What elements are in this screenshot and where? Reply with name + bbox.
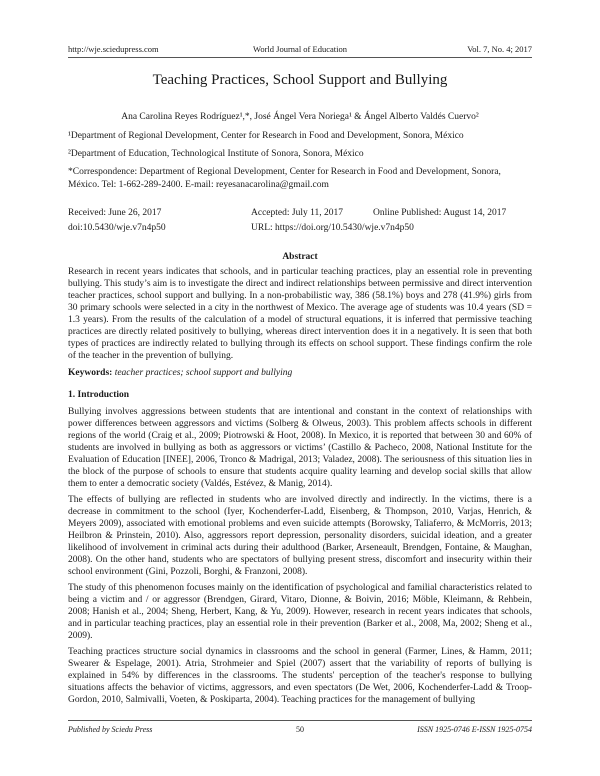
volume-info: Vol. 7, No. 4; 2017: [467, 44, 532, 54]
section-body: [68, 406, 532, 710]
section-heading: 1. Introduction: [68, 390, 130, 400]
received-date: Received: June 26, 2017: [68, 208, 162, 218]
published-date: Online Published: August 14, 2017: [373, 208, 507, 218]
authors: Ana Carolina Reyes Rodríguez¹,*, José Ángel Vera Noriega¹ & Ángel Alberto Valdés Cuervo²: [121, 112, 479, 122]
correspondence: *Correspondence: Department of Regional Development, Center for Research in Food and Development, Sonora, México. Tel: 1-662-289-2400. E-mail: reyesanacarolina@gmail.com: [68, 167, 501, 190]
running-header: [68, 44, 532, 58]
abstract-heading: Abstract: [282, 252, 318, 262]
paragraph: The effects of bullying are reflected in students who are involved directly and indirectly. In the victims, there is a decrease in commitment to the school (Iyer, Kochenderfer-Ladd, Eisenberg, & Thompson, 2010, Varjas, Henrich, & Meyers 2009), associated with emotional problems and even suicide attempts (Borowsky, Taliaferro, & McMorris, 2013; Heilbron & Prinstein, 2010). Also, aggressors report depression, personality disorders, suicidal ideation, and a greater likelihood of involvement in criminal acts during their adulthood (Barker, Arseneault, Brendgen, Fontaine, & Maughan, 2008). On the other hand, students who are spectators of bullying present stress, discomfort and insecurity within their school environment (Gini, Pozzoli, Borghi, & Franzoni, 2008).: [68, 495, 532, 577]
paragraph: The study of this phenomenon focuses mainly on the identification of psychological and familial characteristics related to being a victim and / or aggressor (Brendgen, Girard, Vitaro, Dionne, & Boivin, 2016; Möble, Kleimann, & Rehbein, 2008; Hanish et al., 2004; Sheng, Herbert, Kang, & Yu, 2009). However, research in recent years indicates that schools, and in particular teaching practices, play an essential role in their prevention (Barker et al., 2008, Ma, 2002; Sheng et al., 2009).: [68, 583, 532, 641]
keywords: [68, 368, 532, 378]
page-number: 50: [296, 725, 304, 734]
abstract-text: Research in recent years indicates that schools, and in particular teaching practices, play an essential role in preventing bullying. This study’s aim is to investigate the direct and indirect relationships between permissive and direct intervention teacher practices, school support and bullying. In a non-probabilistic way, 386 (58.1%) boys and 278 (41.9%) girls from 30 primary schools were selected in a city in the northwest of Mexico. The average age of students was 10.4 years (SD = 1.3 years). From the results of the calculation of a model of structural equations, it is inferred that permissive teaching practices are directly related positively to bullying, whereas direct intervention does it in a negatively. It is seen that both types of practices are indirectly related to bullying through its effects on school support. These findings confirm the role of the teacher in the prevention of bullying.: [68, 267, 532, 361]
running-footer: [68, 725, 532, 739]
accepted-date: Accepted: July 11, 2017: [251, 208, 343, 218]
doi-url[interactable]: URL: https://doi.org/10.5430/wje.v7n4p50: [251, 223, 414, 233]
journal-name: World Journal of Education: [253, 44, 347, 54]
doi[interactable]: doi:10.5430/wje.v7n4p50: [68, 223, 166, 233]
publisher: Published by Sciedu Press: [68, 725, 153, 734]
affiliation-2: ²Department of Education, Technological Institute of Sonora, Sonora, México: [68, 149, 364, 159]
footer-rule: [68, 720, 532, 721]
keywords-value: teacher practices; school support and bullying: [114, 368, 293, 378]
paragraph: Teaching practices structure social dynamics in classrooms and the school in general (Farmer, Lines, & Hamm, 2011; Swearer & Espelage, 2001). Atria, Strohmeier and Spiel (2007) assert that the variability of reports of bullying is explained in 54% by differences in the classrooms. The students' perception of the teacher's response to bullying situations affects the behavior of victims, aggressors, and even spectators (De Wet, 2006, Kochenderfer-Ladd & Troop-Gordon, 2010, Salmivalli, Voeten, & Poskiparta, 2004). Teaching practices for the management of bullying: [68, 647, 532, 705]
keywords-label: Keywords:: [68, 368, 113, 378]
header-rule: [68, 57, 532, 58]
issn: ISSN 1925-0746 E-ISSN 1925-0754: [417, 725, 532, 734]
journal-url[interactable]: http://wje.sciedupress.com: [68, 44, 159, 54]
paragraph: Bullying involves aggressions between students that are intentional and constant in the context of relationships with power differences between aggressors and victims (Solberg & Olweus, 2003). This problem affects schools in different regions of the world (Craig et al., 2009; Piotrowski & Hoot, 2008). In Mexico, it is reported that between 30 and 60% of students are involved in bullying as both as aggressors or victims’ (Castillo & Pacheco, 2008, National Institute for the Evaluation of Education [INEE], 2006, Tronco & Madrigal, 2013; Valadez, 2008). The seriousness of this situation lies in the block of the purpose of schools to ensure that students acquire quality learning and develop social skills that allow them to enter a democratic society (Valdés, Estévez, & Manig, 2014).: [68, 407, 532, 489]
paper-title: Teaching Practices, School Support and Bullying: [152, 72, 448, 88]
affiliation-1: ¹Department of Regional Development, Center for Research in Food and Development, Sonora, México: [68, 131, 464, 141]
